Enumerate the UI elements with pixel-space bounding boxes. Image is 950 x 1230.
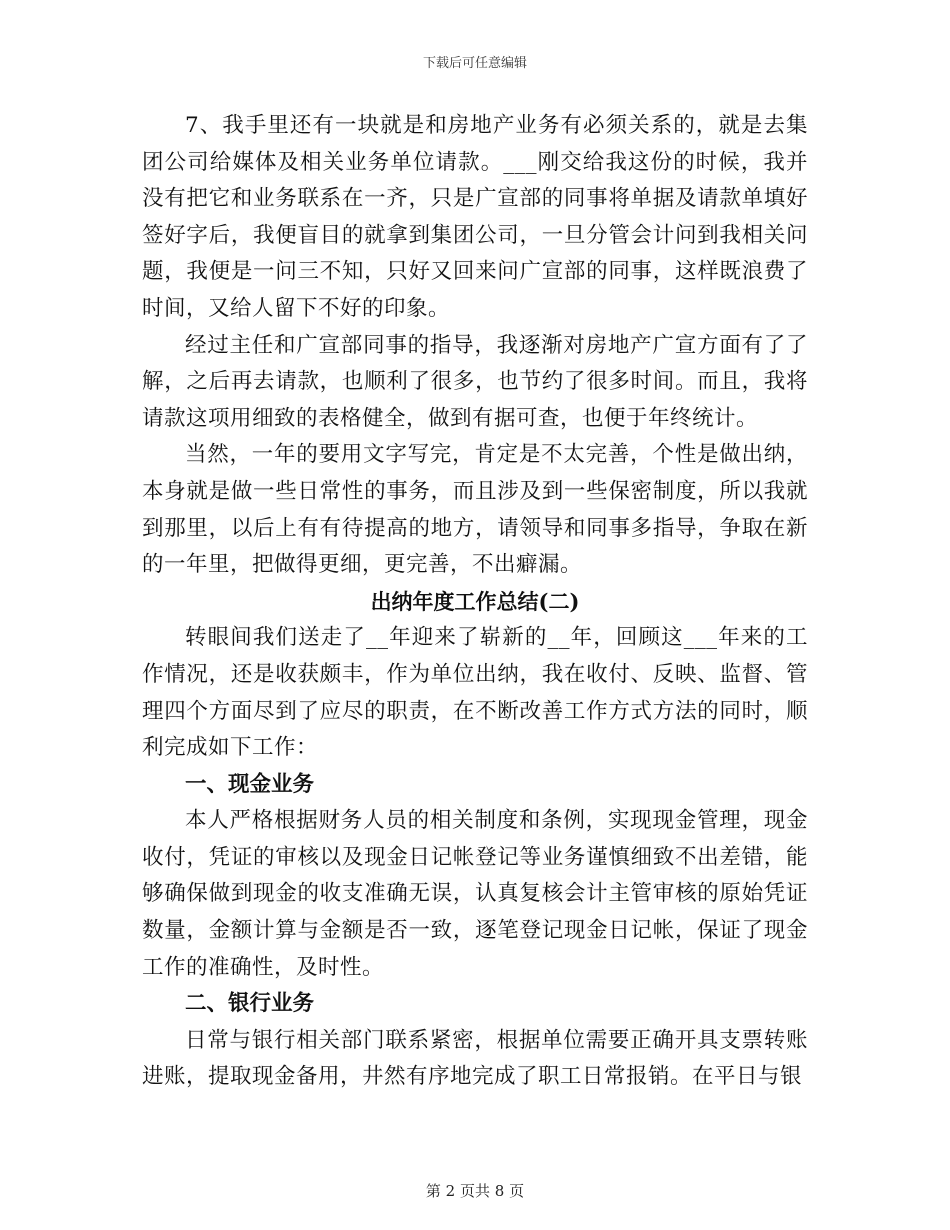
paragraph-intro: 转眼间我们送走了__年迎来了崭新的__年，回顾这___年来的工作情况，还是收获颇丰，作为单位出纳，我在收付、反映、监督、管理四个方面尽到了应尽的职责，在不断改善工作方式方法的同时，顺利完成如下工作： xyxy=(142,625,808,761)
paragraph-item-7: 7、我手里还有一块就是和房地产业务有必须关系的，就是去集团公司给媒体及相关业务单位请款。___刚交给我这份的时候，我并没有把它和业务联系在一齐，只是广宣部的同事将单据及请款单填好签好字后，我便盲目的就拿到集团公司，一旦分管会计问到我相关问题，我便是一问三不知，只好又回来问广宣部的同事，这样既浪费了时间，又给人留下不好的印象。 xyxy=(142,113,808,321)
paragraph-guidance: 经过主任和广宣部同事的指导，我逐渐对房地产广宣方面有了了解，之后再去请款，也顺利了很多，也节约了很多时间。而且，我将请款这项用细致的表格健全，做到有据可查，也便于年终统计。 xyxy=(142,332,808,431)
paragraph-conclusion: 当然，一年的要用文字写完，肯定是不太完善，个性是做出纳，本身就是做一些日常性的事务，而且涉及到一些保密制度，所以我就到那里，以后上有有待提高的地方，请领导和同事多指导，争取在新的一年里，把做得更细，更完善，不出癖漏。 xyxy=(142,442,808,578)
section-title: 出纳年度工作总结(二) xyxy=(370,588,580,614)
document-body xyxy=(142,108,808,1096)
heading-bank-business: 二、银行业务 xyxy=(185,991,315,1017)
heading-cash-business: 一、现金业务 xyxy=(185,771,315,797)
paragraph-cash-business: 本人严格根据财务人员的相关制度和条例，实现现金管理，现金收付，凭证的审核以及现金日记帐登记等业务谨慎细致不出差错，能够确保做到现金的收支准确无误，认真复核会计主管审核的原始凭证数量，金额计算与金额是否一致，逐笔登记现金日记帐，保证了现金工作的准确性，及时性。 xyxy=(142,808,808,980)
paragraph-bank-business: 日常与银行相关部门联系紧密，根据单位需要正确开具支票转账进账，提取现金备用，井然有序地完成了职工日常报销。在平日与银 xyxy=(142,1027,808,1090)
page-number: 第 2 页共 8 页 xyxy=(425,1182,525,1200)
header-note: 下载后可任意编辑 xyxy=(422,56,527,71)
